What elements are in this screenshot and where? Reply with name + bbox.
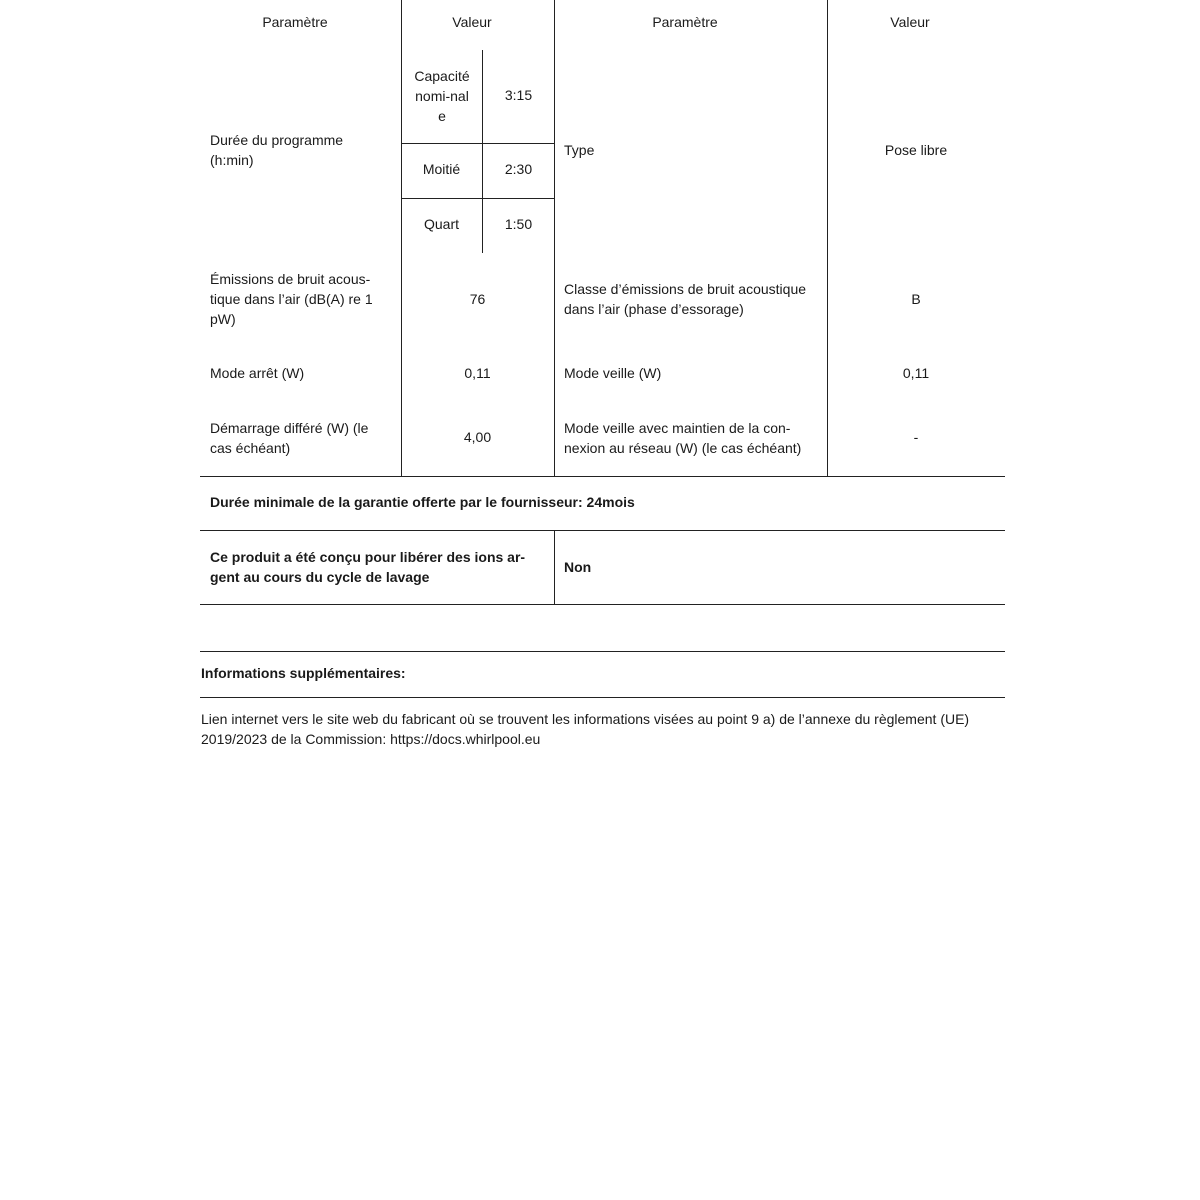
header-param-2: Paramètre — [652, 14, 718, 30]
duration-time-half: 2:30 — [504, 161, 533, 177]
grid-line — [554, 0, 555, 476]
silver-ions-value: Non — [564, 559, 592, 575]
duration-load-quarter: Quart — [423, 216, 459, 232]
type-value: Pose libre — [884, 142, 948, 158]
duration-time-full: 3:15 — [504, 87, 533, 103]
off-mode-label: Mode arrêt (W) — [210, 365, 305, 381]
off-mode-value: 0,11 — [464, 365, 491, 381]
noise-class-value: B — [911, 291, 921, 307]
duration-load-full — [405, 64, 479, 128]
rule — [200, 604, 1005, 605]
header-value-1: Valeur — [452, 14, 492, 30]
grid-line — [827, 0, 828, 476]
grid-line — [401, 198, 554, 199]
standby-label: Mode veille (W) — [564, 365, 662, 381]
extra-info-text: Lien internet vers le site web du fabricant où se trouvent les informations visées au point 9 a) de l’annexe du règlement (UE) 2019/2023 de la Commission: https://docs.whirlpool.eu — [201, 711, 970, 747]
networked-standby-value: - — [913, 429, 919, 445]
duration-load-half: Moitié — [422, 161, 461, 177]
header-param-1: Paramètre — [262, 14, 328, 30]
warranty-text: Durée minimale de la garantie offerte par le fournisseur: 24mois — [210, 494, 635, 510]
grid-line — [401, 0, 402, 476]
grid-line — [554, 530, 555, 604]
duration-label: Durée du programme (h:min) — [210, 132, 344, 168]
rule — [200, 476, 1005, 477]
header-value-2: Valeur — [890, 14, 930, 30]
standby-value: 0,11 — [902, 365, 930, 381]
networked-standby-label: Mode veille avec maintien de la con-nexion au réseau (W) (le cas échéant) — [564, 420, 802, 456]
extra-info-title: Informations supplémentaires: — [201, 665, 406, 681]
type-label: Type — [564, 142, 595, 158]
rule — [200, 697, 1005, 698]
rule — [200, 530, 1005, 531]
noise-value: 76 — [469, 291, 486, 307]
grid-line — [401, 143, 554, 144]
duration-load-full-text: Capacité nomi-nale — [414, 68, 470, 124]
delay-start-label: Démarrage différé (W) (le cas échéant) — [210, 420, 369, 456]
noise-class-label: Classe d’émissions de bruit acoustique dans l’air (phase d’essorage) — [564, 281, 807, 317]
silver-ions-label: Ce produit a été conçu pour libérer des ions ar-gent au cours du cycle de lavage — [210, 549, 526, 585]
rule — [200, 651, 1005, 652]
delay-start-value: 4,00 — [463, 429, 492, 445]
noise-label: Émissions de bruit acous-tique dans l’air (dB(A) re 1 pW) — [210, 271, 373, 327]
duration-time-quarter: 1:50 — [504, 216, 533, 232]
